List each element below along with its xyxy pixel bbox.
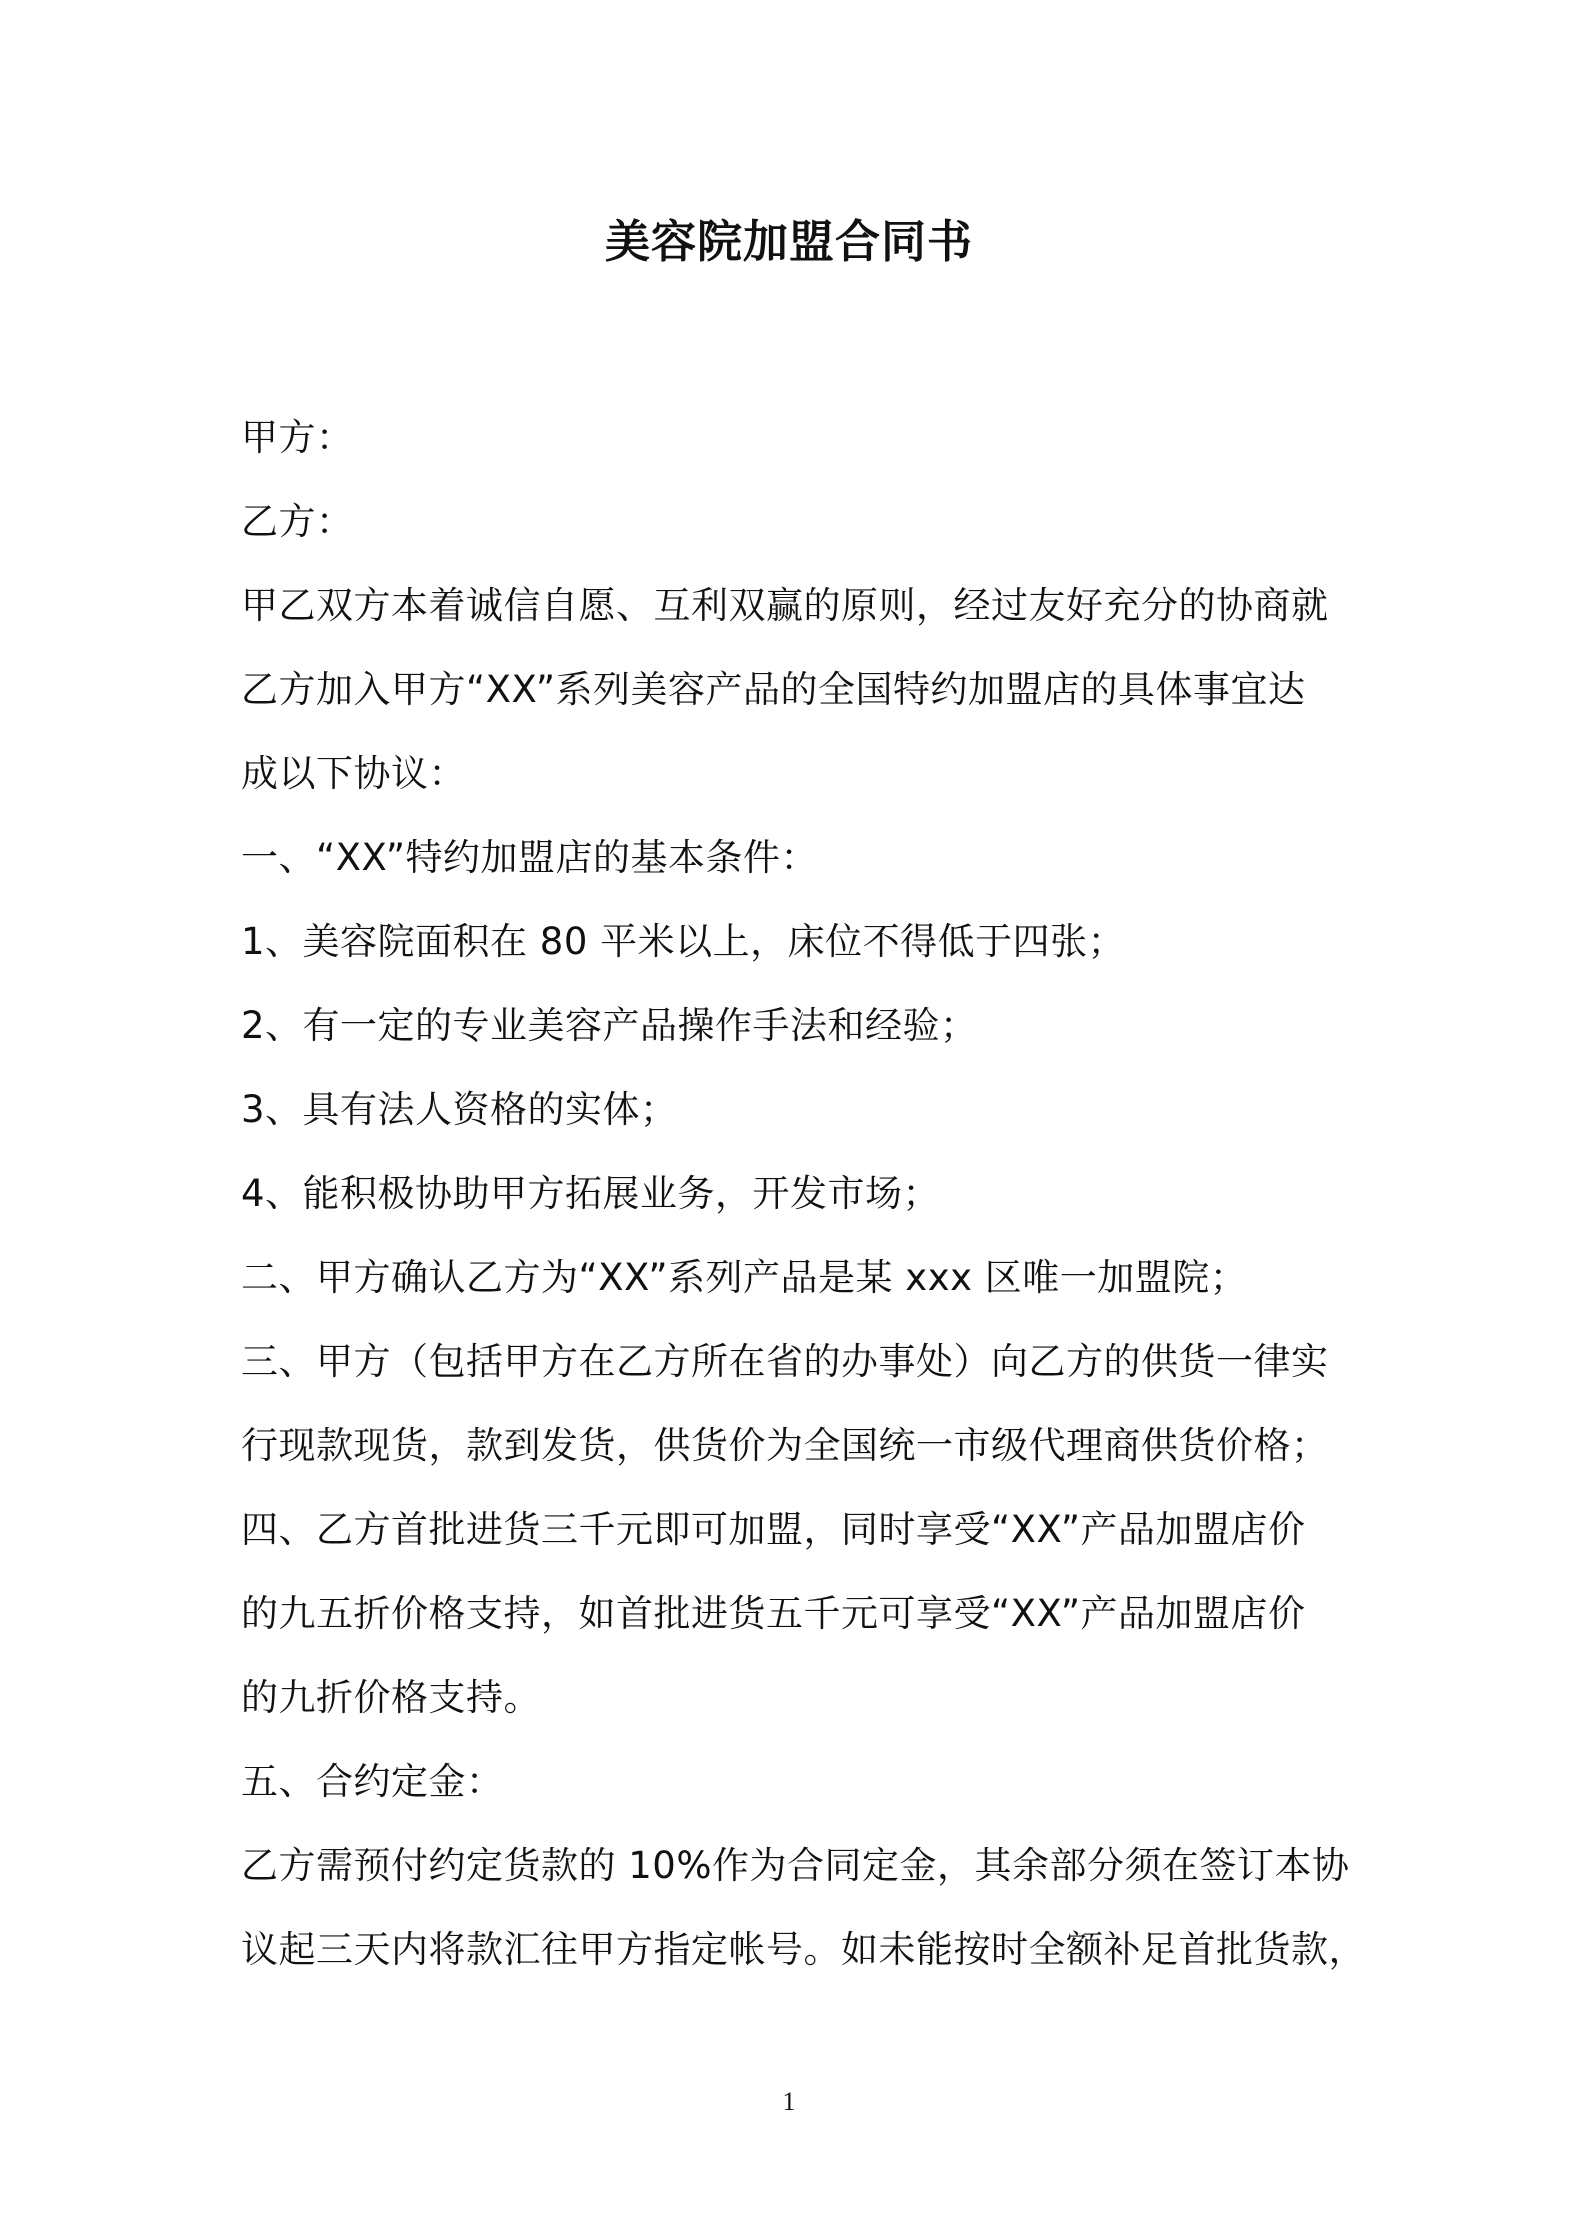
- section-line: 的九折价格支持。: [241, 1676, 541, 1719]
- paragraph-line: 议起三天内将款汇往甲方指定帐号。如未能按时全额补足首批货款，: [241, 1928, 1366, 1971]
- party-b-line: 乙方：: [241, 500, 354, 543]
- paragraph-line: 甲乙双方本着诚信自愿、互利双赢的原则，经过友好充分的协商就: [241, 584, 1329, 627]
- document-title: 美容院加盟合同书: [604, 215, 973, 268]
- page-number: 1: [782, 2087, 796, 2116]
- paragraph-line: 乙方需预付约定货款的 10%作为合同定金，其余部分须在签订本协: [241, 1844, 1350, 1887]
- section-line: 二、甲方确认乙方为“XX”系列产品是某 xxx 区唯一加盟院；: [241, 1256, 1248, 1299]
- section-line: 行现款现货，款到发货，供货价为全国统一市级代理商供货价格；: [241, 1424, 1329, 1467]
- list-item: 1、美容院面积在 80 平米以上，床位不得低于四张；: [241, 920, 1126, 963]
- section-line: 的九五折价格支持，如首批进货五千元可享受“XX”产品加盟店价: [241, 1592, 1306, 1635]
- list-item: 3、具有法人资格的实体；: [241, 1088, 678, 1131]
- section-heading: 五、合约定金：: [241, 1760, 504, 1803]
- section-line: 三、甲方（包括甲方在乙方所在省的办事处）向乙方的供货一律实: [241, 1340, 1329, 1383]
- list-item: 2、有一定的专业美容产品操作手法和经验；: [241, 1004, 978, 1047]
- list-item: 4、能积极协助甲方拓展业务，开发市场；: [241, 1172, 941, 1215]
- section-heading: 一、“XX”特约加盟店的基本条件：: [241, 836, 819, 879]
- party-a-line: 甲方：: [241, 416, 354, 459]
- paragraph-line: 乙方加入甲方“XX”系列美容产品的全国特约加盟店的具体事宜达: [241, 668, 1306, 711]
- section-line: 四、乙方首批进货三千元即可加盟，同时享受“XX”产品加盟店价: [241, 1508, 1306, 1551]
- paragraph-line: 成以下协议：: [241, 752, 466, 795]
